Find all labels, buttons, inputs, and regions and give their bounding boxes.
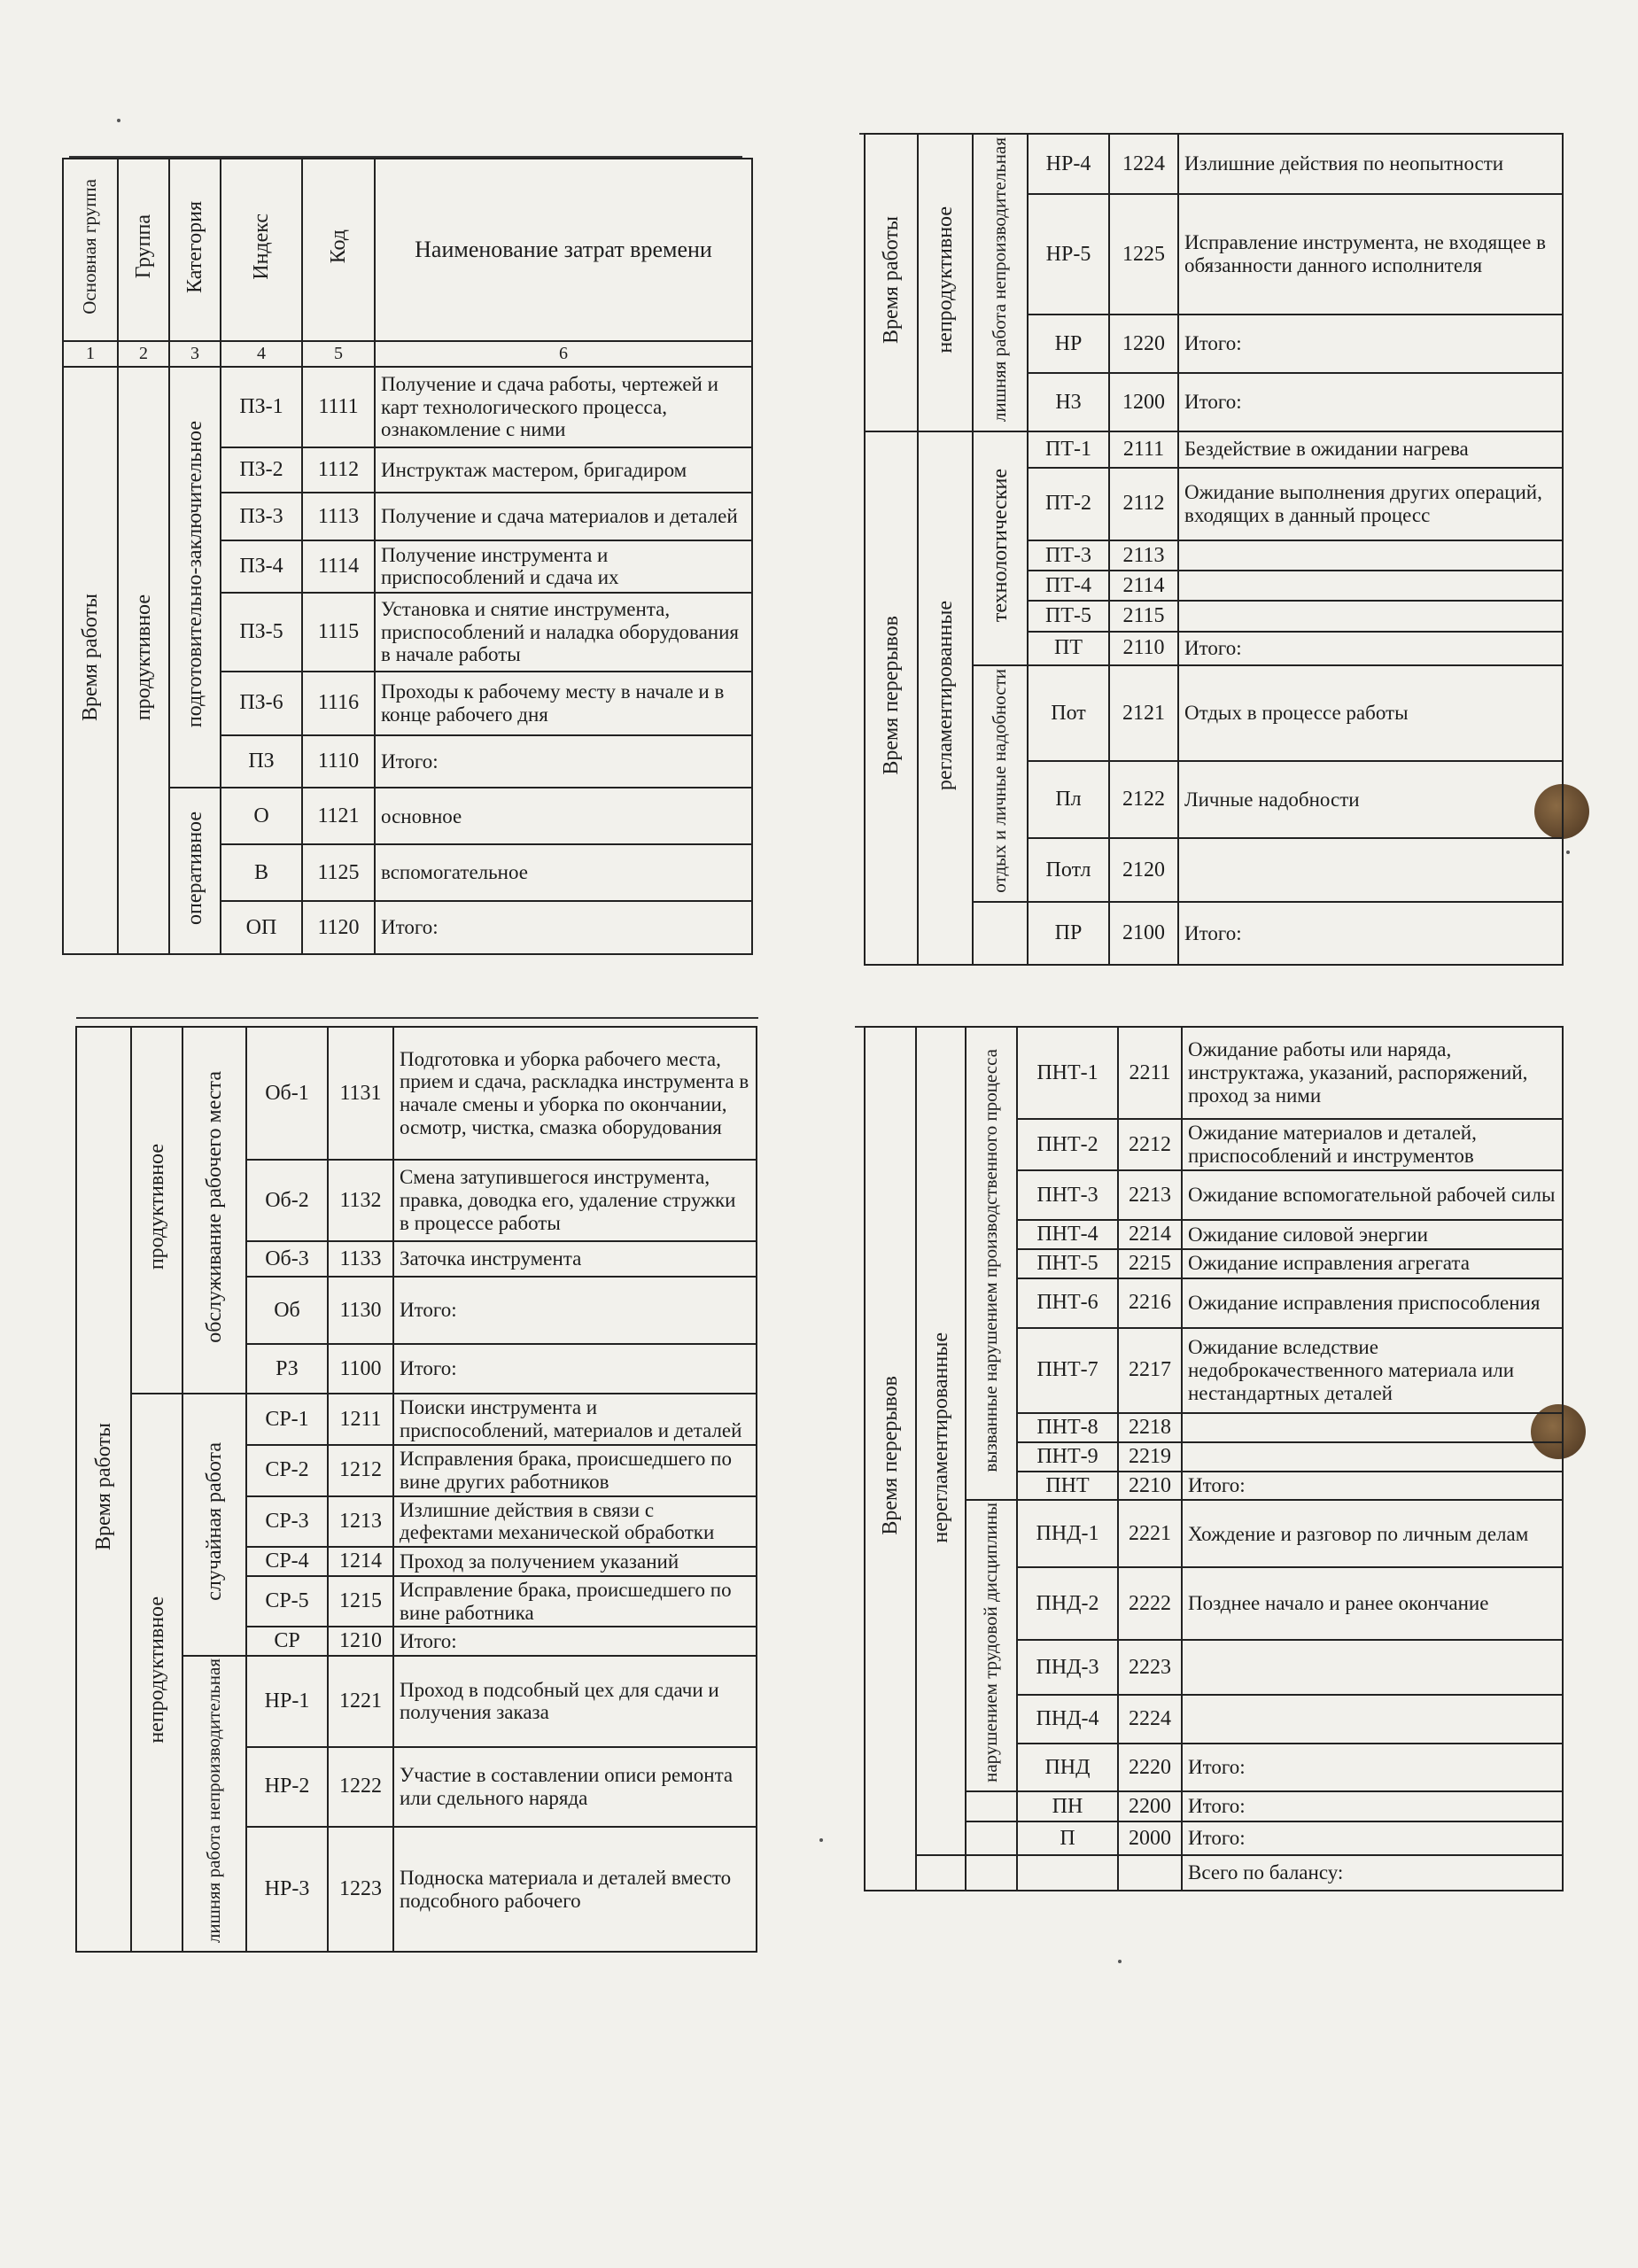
row-index: СР (246, 1627, 328, 1656)
row-index: ПЗ-6 (221, 672, 302, 735)
scan-rule-bottom-left (76, 1017, 758, 1019)
row-index: НР-4 (1028, 134, 1109, 194)
row-code: 1130 (328, 1277, 393, 1344)
category-spacer (966, 1791, 1017, 1821)
row-name: Исправление инструмента, не входящее в обязанности данного исполнителя (1178, 194, 1563, 315)
row-index: НР-2 (246, 1747, 328, 1827)
row-index: ПТ-5 (1028, 601, 1109, 631)
row-index: ПТ-2 (1028, 468, 1109, 541)
row-code: 1113 (302, 493, 375, 540)
row-code: 1115 (302, 593, 375, 672)
panel-productive-time (62, 158, 753, 955)
row-code: 1225 (1109, 194, 1178, 315)
row-code: 2212 (1118, 1119, 1182, 1170)
table-productive (62, 158, 753, 955)
row-name: Ожидание выполнения других операций, входящих в данный процесс (1178, 468, 1563, 541)
row-name: основное (375, 788, 752, 844)
row-index: ПТ-3 (1028, 540, 1109, 571)
row-name: Позднее начало и ранее окончание (1182, 1567, 1563, 1640)
row-name: Бездействие в ожидании нагрева (1178, 431, 1563, 467)
row-name: Ожидание исправления приспособления (1182, 1278, 1563, 1328)
row-name: Итого: (393, 1277, 757, 1344)
row-index: Потл (1028, 838, 1109, 902)
row-name: Личные надобности (1178, 761, 1563, 838)
row-code: 2217 (1118, 1328, 1182, 1413)
table-breaks-regulated (864, 133, 1564, 966)
row-name: вспомогательное (375, 844, 752, 901)
category-spacer (966, 1821, 1017, 1855)
row-code: 2111 (1109, 431, 1178, 467)
row-name: Ожидание исправления агрегата (1182, 1249, 1563, 1278)
row-code: 2224 (1118, 1695, 1182, 1743)
row-code: 1131 (328, 1027, 393, 1160)
row-code: 1222 (328, 1747, 393, 1827)
header-category: Категория (169, 159, 221, 341)
row-index: ПНД-4 (1017, 1695, 1118, 1743)
row-index: П (1017, 1821, 1118, 1855)
row-code: 1212 (328, 1445, 393, 1496)
row-name (1182, 1413, 1563, 1442)
row-code: 2222 (1118, 1567, 1182, 1640)
group-label-productive: продуктивное (131, 1027, 182, 1394)
row-index (1017, 1855, 1118, 1891)
row-index: ПТ-4 (1028, 571, 1109, 601)
row-name: Излишние действия по неопытности (1178, 134, 1563, 194)
row-name (1182, 1442, 1563, 1472)
row-name: Отдых в процессе работы (1178, 665, 1563, 761)
row-code: 2000 (1118, 1821, 1182, 1855)
row-index: ОП (221, 901, 302, 954)
row-code: 1215 (328, 1576, 393, 1627)
row-code: 1214 (328, 1547, 393, 1576)
row-name: Итого: (1182, 1744, 1563, 1791)
row-code: 1211 (328, 1394, 393, 1445)
row-name (1178, 540, 1563, 571)
row-index: ПР (1028, 902, 1109, 965)
row-name: Подноска материала и деталей вместо подсобного рабочего (393, 1827, 757, 1952)
row-index: ПНТ-6 (1017, 1278, 1118, 1328)
row-index: ПНД (1017, 1744, 1118, 1791)
row-name: Ожидание силовой энергии (1182, 1220, 1563, 1249)
col-number: 4 (221, 341, 302, 367)
row-name: Итого: (393, 1344, 757, 1394)
header-code: Код (302, 159, 375, 341)
row-code: 2211 (1118, 1027, 1182, 1119)
row-name: Ожидание материалов и деталей, приспособлений и инструментов (1182, 1119, 1563, 1170)
main-label-work: Время работы (76, 1027, 131, 1952)
col-number: 2 (118, 341, 169, 367)
row-code: 1114 (302, 540, 375, 593)
row-code: 1220 (1109, 315, 1178, 373)
main-group-label: Время работы (63, 367, 118, 954)
category-label-extra-work: лишняя работа непроизводительная (182, 1656, 246, 1952)
col-number: 3 (169, 341, 221, 367)
row-name: Получение и сдача работы, чертежей и карт технологического процесса, ознакомление с ними (375, 367, 752, 447)
row-index: СР-1 (246, 1394, 328, 1445)
row-index: ПТ-1 (1028, 431, 1109, 467)
category-label-random-work: случайная работа (182, 1394, 246, 1656)
row-name: Поиски инструмента и приспособлений, материалов и деталей (393, 1394, 757, 1445)
col-number: 6 (375, 341, 752, 367)
row-index: ПНТ-1 (1017, 1027, 1118, 1119)
row-code: 2200 (1118, 1791, 1182, 1821)
row-name: Хождение и разговор по личным делам (1182, 1500, 1563, 1567)
group-label-regulated: регламентированные (918, 431, 973, 965)
row-index: СР-5 (246, 1576, 328, 1627)
row-name (1178, 601, 1563, 631)
row-name: Ожидание работы или наряда, инструктажа, указаний, распоряжений, проход за ними (1182, 1027, 1563, 1119)
row-code: 1121 (302, 788, 375, 844)
row-index: НР-5 (1028, 194, 1109, 315)
group-label-nonproductive: непродуктивное (918, 134, 973, 431)
row-index: ПЗ-1 (221, 367, 302, 447)
row-code: 2113 (1109, 540, 1178, 571)
panel-breaks-unregulated (864, 1026, 1564, 1884)
row-name: Проходы к рабочему месту в начале и в конце рабочего дня (375, 672, 752, 735)
row-code: 2216 (1118, 1278, 1182, 1328)
row-name: Установка и снятие инструмента, приспособлений и наладка оборудования в начале работы (375, 593, 752, 672)
speck (1566, 850, 1570, 854)
row-index: В (221, 844, 302, 901)
header-group: Группа (118, 159, 169, 341)
row-name: Итого: (1178, 902, 1563, 965)
row-name: Участие в составлении описи ремонта или сдельного наряда (393, 1747, 757, 1827)
row-code (1118, 1855, 1182, 1891)
row-code: 2115 (1109, 601, 1178, 631)
category-spacer (966, 1855, 1017, 1891)
row-index: ПНТ-8 (1017, 1413, 1118, 1442)
row-code: 1224 (1109, 134, 1178, 194)
row-name: Итого: (1182, 1791, 1563, 1821)
row-name: Итого: (375, 901, 752, 954)
row-index: ПНТ-9 (1017, 1442, 1118, 1472)
row-index: ПНТ-2 (1017, 1119, 1118, 1170)
row-index: ПЗ (221, 735, 302, 788)
col-number: 1 (63, 341, 118, 367)
row-code: 1125 (302, 844, 375, 901)
row-name: Итого: (393, 1627, 757, 1656)
row-code: 1120 (302, 901, 375, 954)
row-code: 1221 (328, 1656, 393, 1746)
row-name-total: Всего по балансу: (1182, 1855, 1563, 1891)
category-label-pz: подготовительно-заключительное (169, 367, 221, 788)
row-code: 2215 (1118, 1249, 1182, 1278)
speck (1118, 1960, 1122, 1963)
row-index: ПНД-1 (1017, 1500, 1118, 1567)
row-code: 2122 (1109, 761, 1178, 838)
category-label-technological: технологические (973, 431, 1028, 665)
row-code: 1210 (328, 1627, 393, 1656)
category-label-discipline-violation: нарушением трудовой дисциплины (966, 1500, 1017, 1791)
row-name: Проход за получением указаний (393, 1547, 757, 1576)
row-index: ПЗ-3 (221, 493, 302, 540)
row-index: Об (246, 1277, 328, 1344)
row-code: 2223 (1118, 1640, 1182, 1695)
row-index: СР-4 (246, 1547, 328, 1576)
row-code: 2221 (1118, 1500, 1182, 1567)
row-code: 1111 (302, 367, 375, 447)
row-index: Н3 (1028, 373, 1109, 431)
row-code: 1133 (328, 1241, 393, 1277)
group-label: продуктивное (118, 367, 169, 954)
row-code: 2120 (1109, 838, 1178, 902)
row-index: ПЗ-4 (221, 540, 302, 593)
row-index: РЗ (246, 1344, 328, 1394)
row-code: 1223 (328, 1827, 393, 1952)
speck (117, 119, 120, 122)
main-label-work: Время работы (865, 134, 918, 431)
row-index: Об-2 (246, 1160, 328, 1241)
row-code: 1116 (302, 672, 375, 735)
row-name: Исправление брака, происшедшего по вине работника (393, 1576, 757, 1627)
category-label-extra-work: лишняя работа непроизводительная (973, 134, 1028, 431)
speck (819, 1838, 823, 1842)
row-name (1178, 571, 1563, 601)
row-index: Об-3 (246, 1241, 328, 1277)
row-index: ПНТ (1017, 1472, 1118, 1501)
row-index: СР-3 (246, 1496, 328, 1548)
row-name (1182, 1640, 1563, 1695)
row-name: Итого: (1182, 1821, 1563, 1855)
row-name: Итого: (1178, 373, 1563, 431)
row-code: 1100 (328, 1344, 393, 1394)
table-work-service (75, 1026, 757, 1953)
row-index: ПНД-3 (1017, 1640, 1118, 1695)
row-name: Получение и сдача материалов и деталей (375, 493, 752, 540)
row-name: Получение инструмента и приспособлений и сдача их (375, 540, 752, 593)
category-label-service: обслуживание рабочего места (182, 1027, 246, 1394)
row-code: 1213 (328, 1496, 393, 1548)
row-index: ПТ (1028, 632, 1109, 665)
main-label-breaks: Время перерывов (865, 1027, 916, 1891)
row-index: ПЗ-5 (221, 593, 302, 672)
row-code: 2218 (1118, 1413, 1182, 1442)
row-index: Пл (1028, 761, 1109, 838)
row-code: 1110 (302, 735, 375, 788)
row-name: Ожидание вспомогательной рабочей силы (1182, 1170, 1563, 1220)
row-code: 2121 (1109, 665, 1178, 761)
row-index: СР-2 (246, 1445, 328, 1496)
row-index: ПЗ-2 (221, 447, 302, 493)
header-name: Наименование затрат времени (375, 159, 752, 341)
row-code: 2100 (1109, 902, 1178, 965)
row-name: Инструктаж мастером, бригадиром (375, 447, 752, 493)
row-index: НР (1028, 315, 1109, 373)
row-code: 2112 (1109, 468, 1178, 541)
row-code: 2210 (1118, 1472, 1182, 1501)
row-name: Ожидание вследствие недоброкачественного материала или нестандартных деталей (1182, 1328, 1563, 1413)
row-code: 1112 (302, 447, 375, 493)
row-index: О (221, 788, 302, 844)
table-breaks-unregulated (864, 1026, 1564, 1891)
row-code: 2110 (1109, 632, 1178, 665)
row-code: 2114 (1109, 571, 1178, 601)
row-code: 1200 (1109, 373, 1178, 431)
group-label-unregulated: нерегламентированные (916, 1027, 966, 1855)
row-index: ПНТ-7 (1017, 1328, 1118, 1413)
row-name: Исправления брака, происшедшего по вине других работников (393, 1445, 757, 1496)
row-code: 2220 (1118, 1744, 1182, 1791)
panel-work-service (75, 1026, 757, 1944)
category-label-op: оперативное (169, 788, 221, 954)
row-code: 1132 (328, 1160, 393, 1241)
row-code: 2219 (1118, 1442, 1182, 1472)
row-index: ПНД-2 (1017, 1567, 1118, 1640)
row-index: ПНТ-3 (1017, 1170, 1118, 1220)
row-index: НР-3 (246, 1827, 328, 1952)
category-label-rest: отдых и личные надобности (973, 665, 1028, 902)
row-name: Итого: (1178, 315, 1563, 373)
row-index: ПНТ-4 (1017, 1220, 1118, 1249)
row-code: 2214 (1118, 1220, 1182, 1249)
row-index: ПН (1017, 1791, 1118, 1821)
row-name (1182, 1695, 1563, 1743)
row-index: ПНТ-5 (1017, 1249, 1118, 1278)
col-number: 5 (302, 341, 375, 367)
row-name: Итого: (1178, 632, 1563, 665)
category-spacer (973, 902, 1028, 965)
header-main-group: Основная группа (63, 159, 118, 341)
group-spacer (916, 1855, 966, 1891)
row-name: Смена затупившегося инструмента, правка, доводка его, удаление стружки в процессе работы (393, 1160, 757, 1241)
row-index: НР-1 (246, 1656, 328, 1746)
row-index: Об-1 (246, 1027, 328, 1160)
row-name: Итого: (1182, 1472, 1563, 1501)
row-name: Проход в подсобный цех для сдачи и получения заказа (393, 1656, 757, 1746)
header-index: Индекс (221, 159, 302, 341)
row-name: Итого: (375, 735, 752, 788)
row-code: 2213 (1118, 1170, 1182, 1220)
main-label-breaks: Время перерывов (865, 431, 918, 965)
panel-breaks-regulated (864, 133, 1564, 966)
row-name (1178, 838, 1563, 902)
category-label-process-violation: вызванные нарушением производственного процесса (966, 1027, 1017, 1500)
row-name: Подготовка и уборка рабочего места, прием и сдача, раскладка инструмента в начале смены и уборка по окончании, осмотр, чистка, смазка оборудования (393, 1027, 757, 1160)
row-index: Пот (1028, 665, 1109, 761)
row-name: Излишние действия в связи с дефектами механической обработки (393, 1496, 757, 1548)
group-label-nonproductive: непродуктивное (131, 1394, 182, 1952)
row-name: Заточка инструмента (393, 1241, 757, 1277)
